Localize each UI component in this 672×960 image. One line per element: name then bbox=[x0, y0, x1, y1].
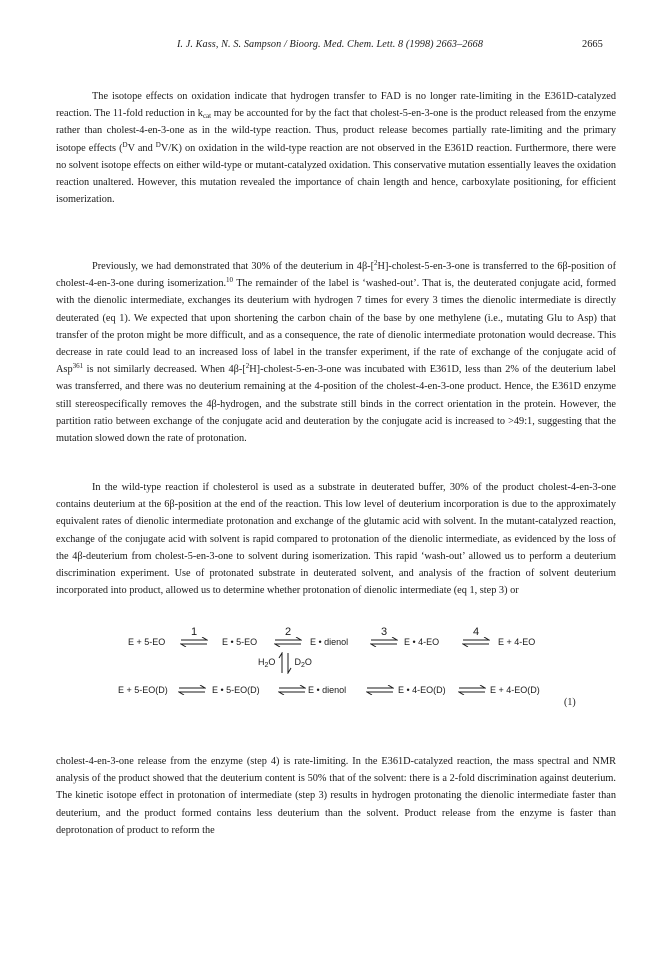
species-top-1: E + 5-EO bbox=[128, 637, 166, 647]
paragraph-3-text: In the wild-type reaction if cholesterol is used as a substrate in deuterated buffer, 30% of the product cholest-4-en-3-one contains deuterium at the 6β-position at the end of the reaction. This low level of deuterium incorporation is due to the approximately equivalent rates of dienolic intermediate protonation and exchange of the glutamic acid with solvent. In the mutant-catalyzed reaction, exchange of the conjugate acid with solvent is rapid compared to protonation of the dienolic intermediate, as evidenced by the loss of the 4β-deuterium from cholest-5-en-3-one to solvent during isomerization. This rapid ‘wash-out’ allowed us to perform a deuterium discrimination experiment. Use of protonated substrate in deuterated solvent, and analysis of the fraction of solvent deuterium incorporated into product, allowed us to determine whether protonation of dienolic intermediate (eq 1, step 3) or bbox=[56, 482, 616, 597]
equilibrium-arrow-icon bbox=[458, 685, 486, 695]
paragraph-4 bbox=[56, 753, 616, 839]
species-bottom-3: E • dienol bbox=[308, 685, 347, 695]
paragraph-2-text: Previously, we had demonstrated that 30% of the deuterium in 4β-[$^2$H]-cholest-5-en-3-one is transferred to the 6β-position of cholest-4-en-3-one during isomerization.$^{10}$ The remainder of the label is ‘washed-out’. That is, the deuterated conjugate acid, formed with the dienolic intermediate, exchanges its deuterium with hydrogen 7 times for every 3 times the dienolic intermediate is directly deuterated (eq 1). We expected that upon shortening the carbon chain of the base by one methylene (i.e., mutating Glu to Asp) that transfer of the proton might be more difficult, and as a consequence, the rate of dienolic intermediate protonation would decrease. This decrease in rate could lead to an increased loss of label in the transfer experiment, if the rate of exchange of the conjugate acid of Asp$^{361}$ is not similarly decreased. When 4β-[$^2$H]-cholest-5-en-3-one was incubated with E361D, less than 2% of the deuterium label was transferred, and there was no deuterium remaining at the 4-position of the cholest-4-en-3-one product. Hence, the E361D enzyme still stereospecifically removes the 4β-hydrogen, and the substrate still binds in the correct orientation in the protein. However, the partition ratio between exchange of the conjugate acid and deuteration by the conjugate acid is increased to >49:1, suggesting that the mutation slowed down the rate of protonation. bbox=[56, 259, 617, 445]
equation-number: (1) bbox=[564, 697, 576, 708]
species-top-4: E • 4-EO bbox=[404, 637, 440, 647]
species-bottom-2: E • 5-EO(D) bbox=[212, 685, 260, 695]
species-top-5: E + 4-EO bbox=[498, 637, 536, 647]
solvent-exchange bbox=[258, 652, 312, 674]
species-bottom-5: E + 4-EO(D) bbox=[490, 685, 540, 695]
equilibrium-arrow-icon bbox=[366, 685, 394, 695]
equilibrium-arrow-icon bbox=[370, 637, 398, 647]
step-number-2: 2 bbox=[284, 626, 292, 638]
paragraph-3 bbox=[56, 479, 616, 599]
species-bottom-4: E • 4-EO(D) bbox=[398, 685, 446, 695]
equilibrium-arrow-icon bbox=[180, 637, 208, 647]
paragraph-1-text: The isotope effects on oxidation indicate that hydrogen transfer to FAD is no longer rate-limiting in the E361D-catalyzed reaction. The 11-fold reduction in $k_{cat}$ may be accounted for by the fact that cholest-5-en-3-one is the product released from the enzyme rather than cholest-4-en-3-one as in the wild-type reaction. Thus, product release becomes partially rate-limiting and the primary isotope effects ($^D$V and $^D$V/K) on oxidation in the wild-type reaction are not observed in the E361D reaction. Furthermore, there were no solvent isotope effects on either wild-type or mutant-catalyzed oxidation. This conservative mutation essentially leaves the oxidation reaction unaltered. However, this mutation revealed the importance of chain length and hence, carboxylate positioning, for efficient isomerization. bbox=[56, 91, 616, 206]
page-number: 2665 bbox=[582, 39, 603, 50]
paragraph-4-text: cholest-4-en-3-one release from the enzyme (step 4) is rate-limiting. In the E361D-catalyzed reaction, the mass spectral and NMR analysis of the product showed that the deuterium content is 50% that of the solvent: there is a 2-fold discrimination against deuterium. The kinetic isotope effect in protonation of intermediate (step 3) results in hydrogen protonating the dienolic intermediate faster than deuterium, and the product formed contains less deuterium than the solvent. Product release from the enzyme is faster than deprotonation of product to reform the bbox=[56, 756, 616, 836]
equilibrium-arrow-icon bbox=[462, 637, 490, 647]
exchange-left-label: $H_2O$ bbox=[258, 657, 276, 670]
species-bottom-1: E + 5-EO(D) bbox=[118, 685, 168, 695]
paragraph-1 bbox=[56, 88, 616, 208]
equilibrium-arrow-icon bbox=[278, 685, 306, 695]
equilibrium-arrow-icon bbox=[274, 637, 302, 647]
paragraph-2 bbox=[56, 258, 616, 447]
running-head: I. J. Kass, N. S. Sampson / Bioorg. Med. Chem. Lett. 8 (1998) 2663–2668 bbox=[176, 39, 484, 50]
equilibrium-arrow-icon bbox=[178, 685, 206, 695]
step-number-1: 1 bbox=[190, 626, 198, 638]
exchange-right-label: $D_2O$ bbox=[294, 657, 312, 670]
step-number-3: 3 bbox=[380, 626, 388, 638]
step-number-4: 4 bbox=[472, 626, 480, 638]
species-top-3: E • dienol bbox=[310, 637, 349, 647]
exchange-arrow-icon bbox=[278, 652, 292, 674]
equation-1 bbox=[118, 622, 618, 730]
species-top-2: E • 5-EO bbox=[222, 637, 258, 647]
